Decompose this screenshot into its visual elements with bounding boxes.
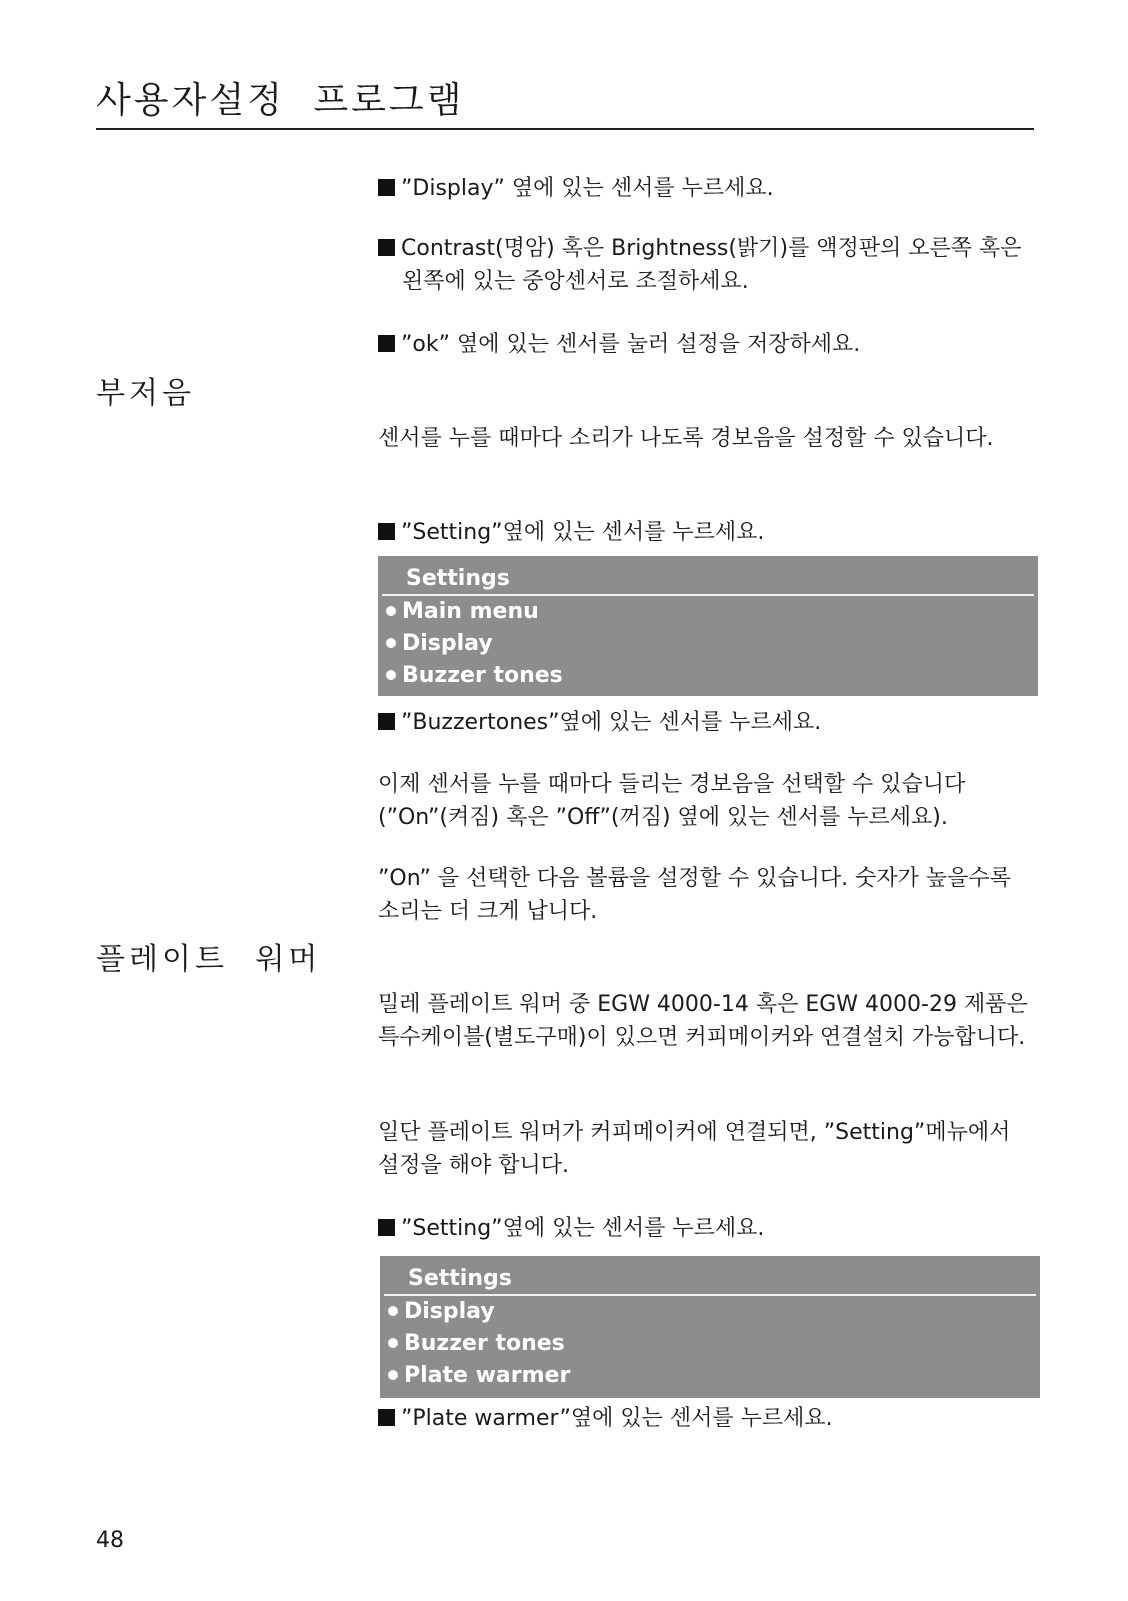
lcd-item-plate-warmer: Plate warmer xyxy=(380,1360,1040,1392)
buzzer-intro-text: 센서를 누를 때마다 소리가 나도록 경보음을 설정할 수 있습니다. xyxy=(378,426,994,451)
ok-step-block xyxy=(378,328,1038,361)
step-setting-2: ”Setting”옆에 있는 센서를 누르세요. xyxy=(378,1212,1038,1245)
lcd-title: Settings xyxy=(384,1256,1036,1296)
square-bullet-icon xyxy=(378,713,395,730)
section-heading-plate-warmer: 플레이트 워머 xyxy=(96,942,322,977)
buzzertones-step-block xyxy=(378,706,1038,739)
lcd-item-display: Display xyxy=(378,628,1038,660)
plate-intro-text: 밀레 플레이트 워머 중 EGW 4000-14 혹은 EGW 4000-29 제품은 특수케이블(별도구매)이 있으면 커피메이커와 연결설치 가능합니다. xyxy=(378,992,1028,1050)
square-bullet-icon xyxy=(378,239,395,256)
volume-block xyxy=(378,862,1038,928)
bullet-dot-icon xyxy=(386,606,396,616)
section-heading-buzzer: 부저음 xyxy=(96,376,195,411)
onoff-block xyxy=(378,768,1038,834)
bullet-dot-icon xyxy=(388,1338,398,1348)
lcd-display-settings-2 xyxy=(380,1256,1040,1398)
volume-text: ”On” 을 선택한 다음 볼륨을 설정할 수 있습니다. 숫자가 높을수록 소리는 더 크게 납니다. xyxy=(378,866,1011,924)
step-contrast: Contrast(명암) 혹은 Brightness(밝기)를 액정판의 오른쪽 혹은 왼쪽에 있는 중앙센서로 조절하세요. xyxy=(378,232,1038,298)
page-number: 48 xyxy=(96,1528,124,1553)
onoff-text: 이제 센서를 누를 때마다 들리는 경보음을 선택할 수 있습니다 (”On”(켜짐) 혹은 ”Off”(꺼짐) 옆에 있는 센서를 누르세요). xyxy=(378,772,966,830)
bullet-dot-icon xyxy=(388,1306,398,1316)
square-bullet-icon xyxy=(378,1409,395,1426)
plate-setting-text: 일단 플레이트 워머가 커피메이커에 연결되면, ”Setting”메뉴에서 설정을 해야 합니다. xyxy=(378,1120,1011,1178)
step-buzzertones: ”Buzzertones”옆에 있는 센서를 누르세요. xyxy=(378,706,1038,739)
contrast-step-block xyxy=(378,232,1038,298)
setting-step-2-block xyxy=(378,1212,1038,1245)
square-bullet-icon xyxy=(378,179,395,196)
step-setting-1: ”Setting”옆에 있는 센서를 누르세요. xyxy=(378,516,1038,549)
step-ok: ”ok” 옆에 있는 센서를 눌러 설정을 저장하세요. xyxy=(378,328,1038,361)
lcd-item-buzzer-tones: Buzzer tones xyxy=(378,660,1038,692)
display-steps xyxy=(378,172,1038,205)
step-display: ”Display” 옆에 있는 센서를 누르세요. xyxy=(378,172,1038,205)
lcd-item-display: Display xyxy=(380,1296,1040,1328)
square-bullet-icon xyxy=(378,523,395,540)
lcd-item-buzzer-tones: Buzzer tones xyxy=(380,1328,1040,1360)
lcd-item-main-menu: Main menu xyxy=(378,596,1038,628)
plate-setting-block xyxy=(378,1116,1038,1182)
step-plate-warmer: ”Plate warmer”옆에 있는 센서를 누르세요. xyxy=(378,1402,1038,1435)
square-bullet-icon xyxy=(378,1219,395,1236)
page-title: 사용자설정 프로그램 xyxy=(96,78,1034,130)
square-bullet-icon xyxy=(378,335,395,352)
bullet-dot-icon xyxy=(388,1370,398,1380)
platewarmer-step-block xyxy=(378,1402,1038,1435)
lcd-display-settings-1 xyxy=(378,556,1038,696)
buzzer-intro-block xyxy=(378,422,1038,455)
plate-intro-block xyxy=(378,988,1038,1054)
bullet-dot-icon xyxy=(386,670,396,680)
lcd-title: Settings xyxy=(382,556,1034,596)
bullet-dot-icon xyxy=(386,638,396,648)
setting-step-1-block xyxy=(378,516,1038,549)
